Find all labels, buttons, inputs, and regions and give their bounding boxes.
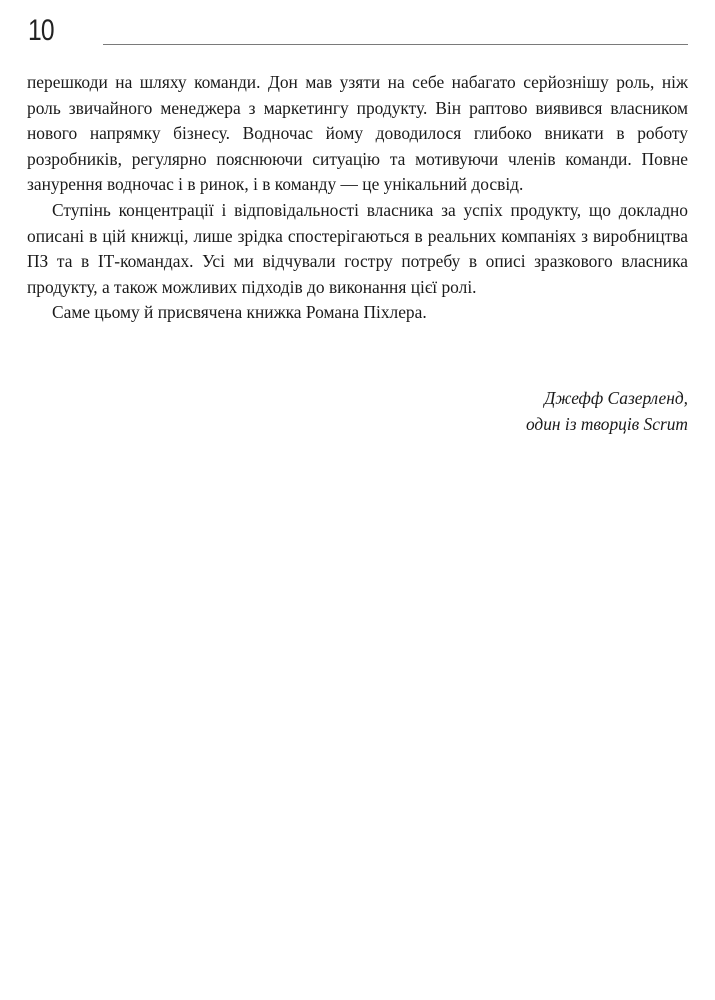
paragraph: Ступінь концентрації і відповідальності власника за успіх продукту, що докладно описані в цій книжці, лише зрідка спостерігаються в реальних компаніях з виробництва ПЗ та в ІТ-командах. Усі ми відчували гостру потребу в описі зразкового власника продукту, а також можливих підходів до виконання цієї ролі.	[27, 199, 688, 297]
paragraph: Саме цьому й присвячена книжка Романа Піхлера.	[52, 302, 427, 323]
signature-title: один із творців Scrum	[525, 413, 688, 434]
page-header	[0, 0, 715, 60]
signature	[526, 386, 688, 437]
signature-author: Джефф Сазерленд,	[544, 388, 688, 408]
body-text	[27, 70, 688, 326]
header-rule	[103, 44, 688, 45]
paragraph: перешкоди на шляху команди. Дон мав узяти на себе набагато серйознішу роль, ніж роль звичайного менеджера з маркетингу продукту. Він раптово виявився власником нового напрямку бізнесу. Водночас йому доводилося глибоко вникати в роботу розробників, регулярно пояснюючи ситуацію та мотивуючи членів команди. Повне занурення водночас і в ринок, і в команду — це унікальний досвід.	[27, 72, 688, 195]
page-number: 10	[28, 14, 54, 47]
